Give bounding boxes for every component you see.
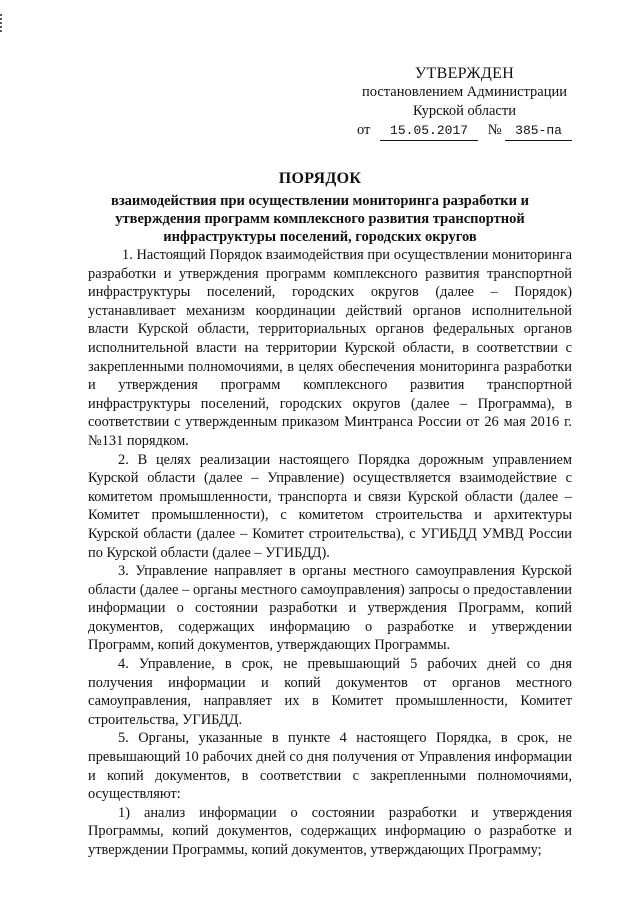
document-title <box>100 170 540 246</box>
approval-date: 15.05.2017 <box>380 121 478 141</box>
paragraph-1: 1. Настоящий Порядок взаимодействия при осуществлении мониторинга разработки и утверждения программ комплексного развития транспортной инфраструктуры поселений, городских округов (далее – Порядок) устанавливает механизм координации действий органов исполнительной власти Курской области, территориальных органов федеральных органов исполнительной власти на территории Курской области, в соответствии с закрепленными полномочиями, в целях обеспечения мониторинга разработки и утверждения программ комплексного развития транспортной инфраструктуры поселений, городских округов (далее – Программа), в соответствии с утвержденным приказом Минтранса России от 26 мая 2016 г. №131 порядком. <box>88 247 572 449</box>
title-sub-1: взаимодействия при осуществлении мониторинга разработки и <box>110 193 529 209</box>
approval-number: 385-па <box>505 121 572 141</box>
page-edge-mark <box>0 14 4 32</box>
number-prefix: № <box>487 122 502 138</box>
date-prefix: от <box>357 122 371 138</box>
document-body <box>88 246 572 860</box>
title-sub-2: утверждения программ комплексного развития транспортной <box>115 211 525 227</box>
paragraph-4: 4. Управление, в срок, не превышающий 5 рабочих дней со дня получения информации и копий документов от органов местного самоуправления, направляет их в Комитет промышленности, Комитет строительства, УГИБДД. <box>88 656 572 728</box>
approval-stamp <box>357 64 572 141</box>
approval-date-line <box>357 121 572 141</box>
paragraph-5: 5. Органы, указанные в пункте 4 настоящего Порядка, в срок, не превышающий 10 рабочих дней со дня получения от Управления информации и копий документов, в соответствии с закрепленными полномочиями, осуществляют: <box>88 730 572 803</box>
title-sub-3: инфраструктуры поселений, городских округов <box>163 229 477 245</box>
title-main: ПОРЯДОК <box>278 170 362 187</box>
approval-heading: УТВЕРЖДЕН <box>414 65 515 82</box>
paragraph-2: 2. В целях реализации настоящего Порядка дорожным управлением Курской области (далее – Управление) осуществляется взаимодействие с комитетом промышленности, транспорта и связи Курской области (далее – Комитет промышленности), с комитетом строительства и архитектуры Курской области (далее – Комитет строительства), с УГИБДД УМВД России по Курской области (далее – УГИБДД). <box>88 451 572 561</box>
paragraph-6: 1) анализ информации о состоянии разработки и утверждения Программы, копий документов, содержащих информацию о разработке и утверждении Программы, копий документов, утверждающих Программу; <box>88 804 572 858</box>
approval-line-1: постановлением Администрации <box>361 84 568 100</box>
paragraph-3: 3. Управление направляет в органы местного самоуправления Курской области (далее – органы местного самоуправления) запросы о предоставлении информации о состоянии разработки и утверждения Программ, копий документов, содержащих информацию о разработке и утверждении Программ, копий документов, утверждающих Программы. <box>88 563 572 654</box>
approval-number-field <box>488 121 572 141</box>
approval-line-2: Курской области <box>413 103 516 119</box>
